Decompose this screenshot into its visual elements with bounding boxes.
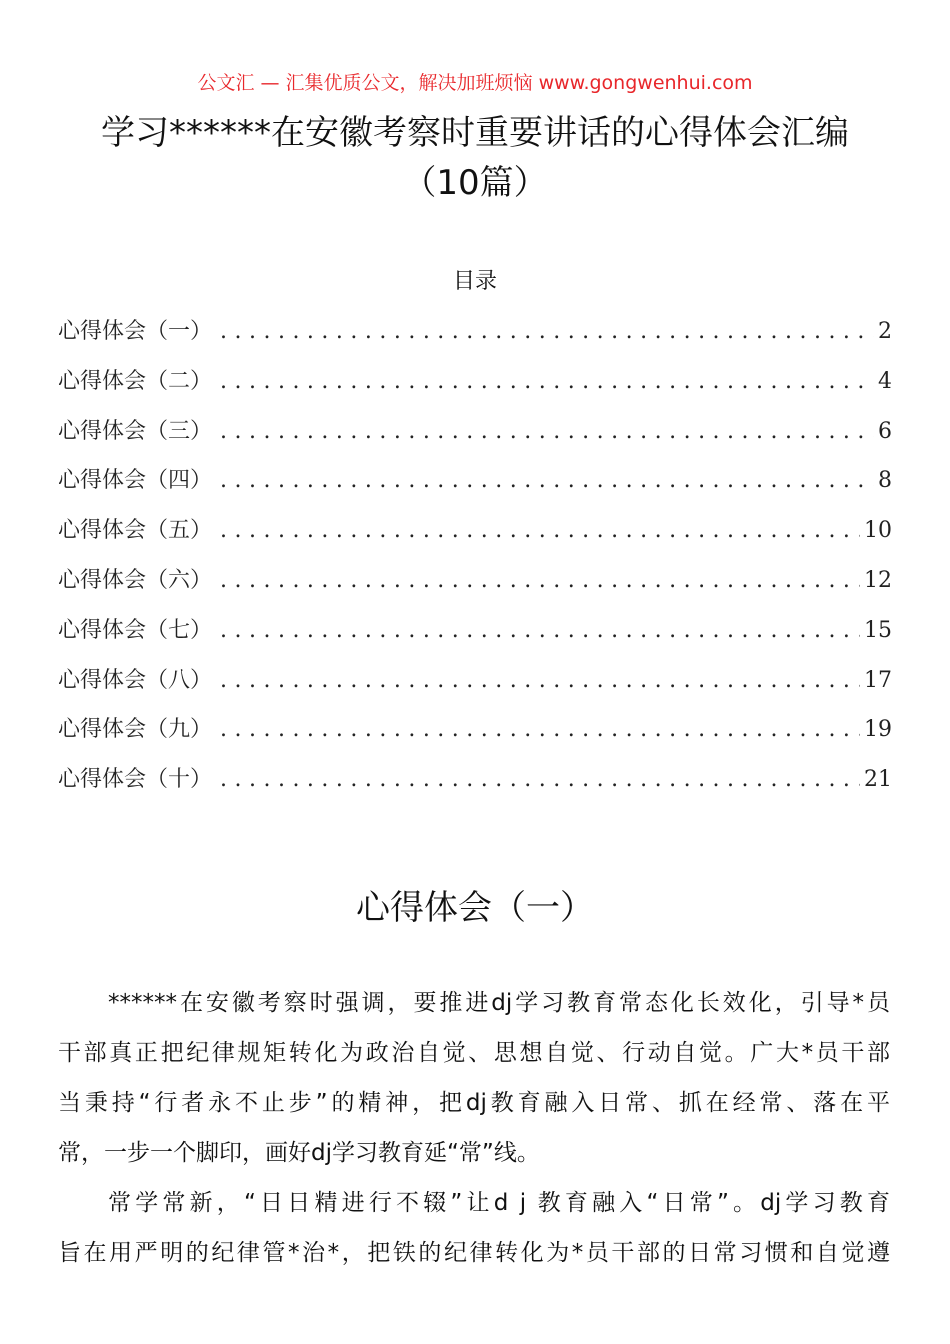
toc-leader-dots: [220, 419, 874, 444]
toc-entry-label: 心得体会（三）: [58, 418, 213, 444]
body-line: 当秉持“行者永不止步”的精神，把dj教育融入日常、抓在经常、落在平: [58, 1090, 890, 1116]
toc-leader-dots: [220, 468, 874, 493]
toc-entry-label: 心得体会（六）: [58, 567, 213, 593]
toc-entry-label: 心得体会（七）: [58, 617, 213, 643]
toc-entry-page: 15: [864, 617, 892, 643]
toc-entry-label: 心得体会（八）: [58, 667, 213, 693]
toc-entry-page: 10: [864, 518, 892, 544]
toc-entry[interactable]: [58, 563, 892, 613]
toc-leader-dots: [220, 518, 860, 543]
toc-entry-page: 12: [864, 567, 892, 593]
toc-leader-dots: [220, 369, 874, 394]
toc-entry[interactable]: [58, 314, 892, 364]
toc-entry[interactable]: [58, 414, 892, 464]
toc-entry-page: 6: [878, 418, 892, 444]
toc-entry[interactable]: [58, 712, 892, 762]
toc-heading: 目录: [452, 269, 497, 294]
toc-entry-page: 17: [864, 667, 892, 693]
toc-entry[interactable]: [58, 762, 892, 812]
toc-leader-dots: [220, 319, 874, 344]
toc-leader-dots: [220, 767, 860, 792]
body-line: ******在安徽考察时强调，要推进dj学习教育常态化长效化，引导*员: [108, 990, 890, 1016]
toc-entry-label: 心得体会（十）: [58, 767, 213, 793]
section-title: 心得体会（一）: [356, 888, 594, 928]
toc-entry-page: 21: [864, 767, 892, 793]
toc-entry-label: 心得体会（九）: [58, 717, 213, 743]
toc-leader-dots: [220, 568, 860, 593]
document-title: [0, 108, 950, 208]
body-text: [58, 980, 890, 1280]
toc-entry-label: 心得体会（五）: [58, 518, 213, 544]
toc-leader-dots: [220, 618, 860, 643]
watermark-banner: 公文汇 — 汇集优质公文，解决加班烦恼 www.gongwenhui.com: [197, 72, 753, 94]
body-line: 干部真正把纪律规矩转化为政治自觉、思想自觉、行动自觉。广大*员干部: [58, 1040, 890, 1066]
body-line: 常，一步一个脚印，画好dj学习教育延“常”线。: [58, 1140, 540, 1166]
toc-leader-dots: [220, 668, 860, 693]
body-line: 旨在用严明的纪律管*治*，把铁的纪律转化为*员干部的日常习惯和自觉遵: [58, 1240, 890, 1266]
toc-entry-page: 4: [878, 368, 892, 394]
body-line: 常学常新，“日日精进行不辍”让d j 教育融入“日常”。dj学习教育: [108, 1190, 890, 1216]
toc-entry[interactable]: [58, 663, 892, 713]
toc-entry[interactable]: [58, 364, 892, 414]
title-line-2: （10篇）: [402, 163, 548, 203]
toc-leader-dots: [220, 717, 860, 742]
toc-entry[interactable]: [58, 463, 892, 513]
toc-entry-label: 心得体会（一）: [58, 319, 213, 344]
toc-entry-page: 19: [864, 717, 892, 743]
toc-entry-label: 心得体会（二）: [58, 368, 213, 394]
toc-entry-label: 心得体会（四）: [58, 468, 213, 494]
toc-entry[interactable]: [58, 613, 892, 663]
table-of-contents: [58, 314, 892, 812]
toc-entry[interactable]: [58, 513, 892, 563]
toc-entry-page: 2: [878, 319, 892, 344]
title-line-1: 学习******在安徽考察时重要讲话的心得体会汇编: [101, 113, 849, 153]
toc-entry-page: 8: [878, 468, 892, 494]
